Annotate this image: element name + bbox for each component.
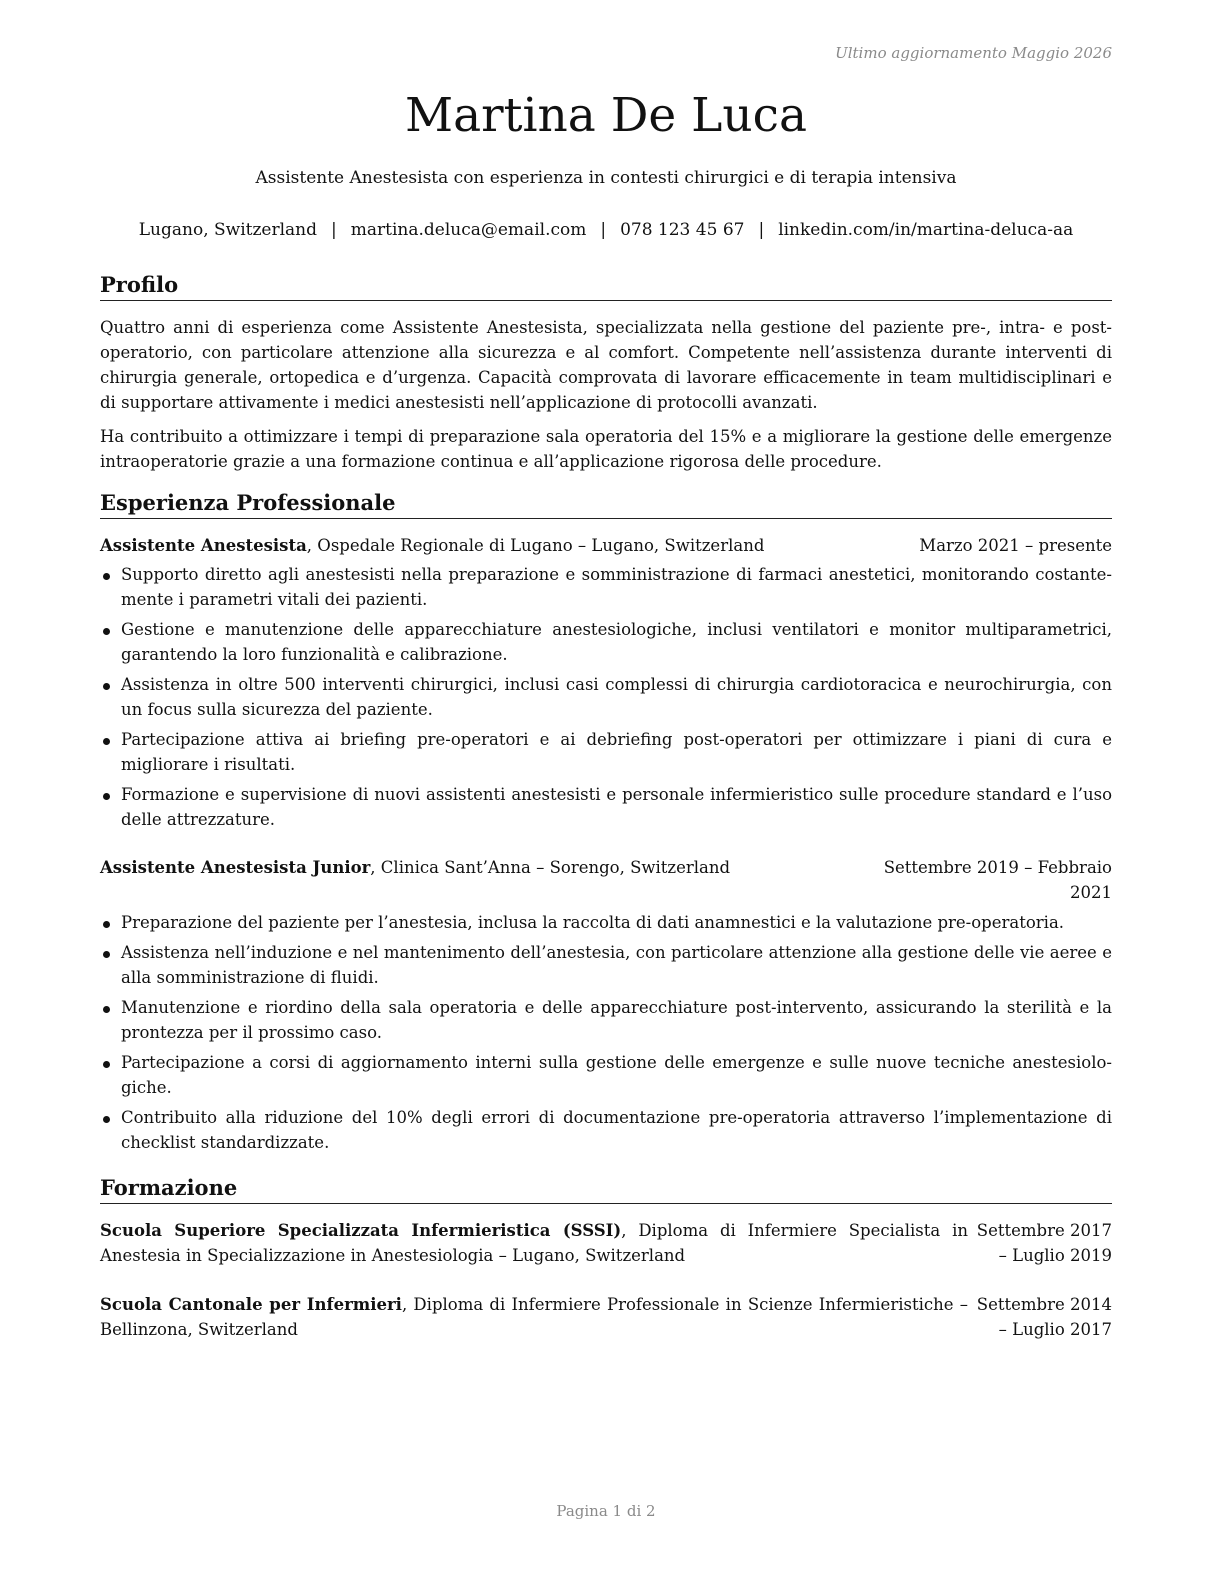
list-item bbox=[100, 1105, 1112, 1155]
bullet-text: Formazione e supervisione di nuovi assistenti anestesisti e personale infermieristico sulle procedure standard e l’uso delle attrezzature. bbox=[121, 785, 1112, 829]
page-number: Pagina 1 di 2 bbox=[556, 1502, 656, 1520]
profile-paragraph: Quattro anni di esperienza come Assistente Anestesista, specializzata nella gestione del paziente pre-, intra- e post-operatorio, con particolare attenzione alla sicurezza e al comfort. Competente nell’assistenza durante interventi di chirurgia generale, ortopedica e d’urgenza. Capacità comprovata di lavorare efficacemente in team multidisciplinari e di supportare attivamente i medici anestesisti nell’applicazione di protocolli avanzati. bbox=[100, 318, 1112, 412]
bullet-icon bbox=[103, 683, 110, 690]
job-role: Assistente Anestesista Junior bbox=[100, 858, 371, 877]
bullet-icon bbox=[103, 628, 110, 635]
bullet-text: Manutenzione e riordino della sala operatoria e delle apparecchiature post-intervento, assicurando la sterilità e la prontezza per il prossimo caso. bbox=[121, 998, 1112, 1042]
job-role: Assistente Anestesista bbox=[100, 536, 307, 555]
candidate-name: Martina De Luca bbox=[404, 88, 808, 143]
section-title-profile: Profilo bbox=[100, 272, 1112, 301]
bullet-text: Preparazione del paziente per l’anestesia, inclusa la raccolta di dati anamnestici e la valutazione pre-operatoria. bbox=[121, 913, 1065, 932]
contact-separator: | bbox=[758, 220, 765, 240]
bullet-icon bbox=[103, 921, 110, 928]
job-place: , Ospedale Regionale di Lugano – Lugano, Switzerland bbox=[306, 536, 765, 555]
job-bullets bbox=[100, 562, 1112, 837]
job-header bbox=[100, 533, 1112, 558]
bullet-text: Contribuito alla riduzione del 10% degli errori di documentazione pre-operatoria attraverso l’implementazione di checklist standardizzate. bbox=[121, 1108, 1112, 1152]
job-place: , Clinica Sant’Anna – Sorengo, Switzerland bbox=[370, 858, 731, 877]
contact-line bbox=[100, 220, 1112, 240]
bullet-text: Gestione e manutenzione delle apparecchiature anestesiologiche, inclusi ventilatori e monitor multiparametrici, garantendo la loro funzionalità e calibrazione. bbox=[121, 620, 1112, 664]
contact-separator: | bbox=[600, 220, 607, 240]
resume-page bbox=[100, 0, 1112, 1584]
section-title-experience: Esperienza Professionale bbox=[100, 490, 1112, 519]
list-item bbox=[100, 727, 1112, 777]
education-dates: Settembre 2017 – Luglio 2019 bbox=[976, 1221, 1112, 1265]
bullet-text: Partecipazione a corsi di aggiornamento interni sulla gestione delle emergenze e sulle nuove tecniche anestesiologiche. bbox=[121, 1053, 1112, 1097]
list-item bbox=[100, 940, 1112, 990]
bullet-text: Assistenza in oltre 500 interventi chirurgici, inclusi casi complessi di chirurgia cardiotoracica e neurochirurgia, con un focus sulla sicurezza del paziente. bbox=[121, 675, 1112, 719]
contact-location: Lugano, Switzerland bbox=[138, 220, 318, 240]
job-header bbox=[100, 855, 1112, 902]
list-item bbox=[100, 617, 1112, 667]
bullet-text: Assistenza nell’induzione e nel mantenimento dell’anestesia, con particolare attenzione alla gestione delle vie aeree e alla somministrazione di fluidi. bbox=[121, 943, 1112, 987]
education-dates: Settembre 2014 – Luglio 2017 bbox=[976, 1295, 1112, 1339]
school-name: Scuola Superiore Specializzata Infermieristica (SSSI) bbox=[100, 1221, 622, 1240]
job-dates: Settembre 2019 – Febbraio 2021 bbox=[883, 858, 1112, 902]
list-item bbox=[100, 995, 1112, 1045]
bullet-icon bbox=[103, 1006, 110, 1013]
degree-description: , Diploma di Infermiere Professionale in Scienze Infermieristiche – Bellinzona, Switzerland bbox=[100, 1295, 968, 1339]
bullet-icon bbox=[103, 1061, 110, 1068]
bullet-icon bbox=[103, 738, 110, 745]
bullet-text: Supporto diretto agli anestesisti nella preparazione e somministrazione di farmaci anestetici, monitorando costantemente i parametri vitali dei pazienti. bbox=[121, 565, 1112, 609]
school-name: Scuola Cantonale per Infermieri bbox=[100, 1295, 402, 1314]
tagline: Assistente Anestesista con esperienza in contesti chirurgici e di terapia intensiva bbox=[255, 168, 957, 188]
contact-phone[interactable]: 078 123 45 67 bbox=[620, 220, 745, 240]
contact-email[interactable]: martina.deluca@email.com bbox=[350, 220, 587, 240]
contact-separator: | bbox=[331, 220, 337, 240]
list-item bbox=[100, 782, 1112, 832]
education-item bbox=[100, 1292, 1112, 1342]
profile-paragraph: Ha contribuito a ottimizzare i tempi di preparazione sala operatoria del 15% e a migliorare la gestione delle emergenze intraoperatorie grazie a una formazione continua e all’applicazione rigorosa delle procedure. bbox=[100, 427, 1112, 471]
education-item bbox=[100, 1218, 1112, 1268]
bullet-text: Partecipazione attiva ai briefing pre-operatori e ai debriefing post-operatori per ottimizzare i piani di cura e migliorare i risultati. bbox=[121, 730, 1112, 774]
bullet-icon bbox=[103, 573, 110, 580]
bullet-icon bbox=[103, 1116, 110, 1123]
list-item bbox=[100, 1050, 1112, 1100]
bullet-icon bbox=[103, 951, 110, 958]
list-item bbox=[100, 562, 1112, 612]
degree-description: , Diploma di Infermiere Specialista in Anestesia in Specializzazione in Anestesiologia – Lugano, Switzerland bbox=[100, 1221, 969, 1265]
last-updated: Ultimo aggiornamento Maggio 2026 bbox=[835, 44, 1112, 62]
bullet-icon bbox=[103, 793, 110, 800]
job-bullets bbox=[100, 910, 1112, 1160]
section-title-education: Formazione bbox=[100, 1175, 1112, 1204]
contact-linkedin[interactable]: linkedin.com/in/martina-deluca-aa bbox=[778, 220, 1074, 240]
list-item bbox=[100, 910, 1112, 935]
list-item bbox=[100, 672, 1112, 722]
job-dates: Marzo 2021 – presente bbox=[919, 536, 1112, 555]
